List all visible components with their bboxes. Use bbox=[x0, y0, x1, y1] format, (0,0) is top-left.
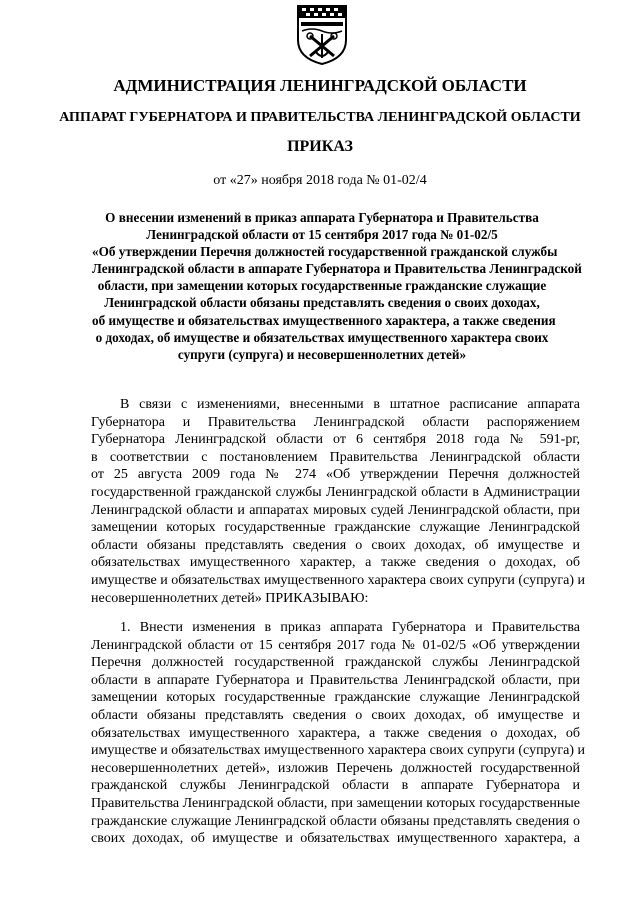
text-line: от 25 августа 2009 года № 274 «Об утверждении Перечня должностей bbox=[91, 467, 580, 483]
text-line: Губернатора и Правительства Ленинградской области распоряжением bbox=[91, 414, 580, 430]
text-line: Правительства Ленинградской области, при замещении которых государственные bbox=[91, 795, 580, 811]
subject-line: области, при замещении которых государственные гражданские служащие bbox=[97, 278, 547, 294]
text-line: обязательствах имущественного характера, а также сведения о доходах, об bbox=[91, 725, 580, 741]
text-line: области обязаны представлять сведения о своих доходах, об имуществе и bbox=[91, 707, 580, 723]
subject-line: Ленинградской области в аппарате Губернатора и Правительства Ленинградской bbox=[92, 261, 582, 277]
text-line: государственной гражданской службы Ленинградской области в Администрации bbox=[91, 484, 580, 500]
department-name: АППАРАТ ГУБЕРНАТОРА И ПРАВИТЕЛЬСТВА ЛЕНИНГРАДСКОЙ ОБЛАСТИ bbox=[59, 110, 581, 125]
subject-line: Ленинградской области от 15 сентября 2017 года № 01-02/5 bbox=[146, 227, 498, 243]
text-line: в соответствии с постановлением Правительства Ленинградской области bbox=[91, 449, 580, 465]
subject-line: об имуществе и обязательствах имущественного характера, а также сведения bbox=[92, 312, 556, 328]
text-line: замещении которых государственные гражданские служащие Ленинградской bbox=[91, 690, 580, 706]
document-subject bbox=[92, 209, 582, 363]
coat-of-arms-icon bbox=[296, 4, 348, 66]
text-line: Ленинградской области и аппаратах мировых судей Ленинградской области, при bbox=[91, 502, 580, 518]
text-line: несовершеннолетних детей» ПРИКАЗЫВАЮ: bbox=[91, 590, 369, 606]
text-line: Перечня должностей государственной гражданской службы Ленинградской bbox=[91, 655, 580, 671]
subject-line: супруги (супруга) и несовершеннолетних детей» bbox=[177, 346, 467, 362]
text-line: имуществе и обязательствах имущественного характера своих супруги (супруга) и bbox=[91, 743, 585, 759]
text-line: В связи с изменениями, внесенными в штатное расписание аппарата bbox=[120, 397, 580, 412]
subject-line: «Об утверждении Перечня должностей государственной гражданской службы bbox=[92, 244, 558, 260]
preamble-paragraph bbox=[91, 396, 585, 607]
text-line: замещении которых государственные гражданские служащие Ленинградской bbox=[91, 520, 580, 536]
text-line: области в аппарате Губернатора и Правительства Ленинградской области, при bbox=[91, 672, 580, 688]
text-line: 1. Внести изменения в приказ аппарата Губернатора и Правительства bbox=[120, 620, 580, 635]
text-line: несовершеннолетних детей», изложив Перечень должностей государственной bbox=[91, 760, 580, 776]
organization-name: АДМИНИСТРАЦИЯ ЛЕНИНГРАДСКОЙ ОБЛАСТИ bbox=[113, 76, 527, 95]
text-line: Ленинградской области от 15 сентября 2017 года № 01-02/5 «Об утверждении bbox=[91, 637, 580, 653]
document-type: ПРИКАЗ bbox=[287, 138, 353, 155]
text-line: обязательствах имущественного характер, а также сведения о доходах, об bbox=[91, 555, 580, 571]
text-line: Губернатора Ленинградской области от 6 сентября 2018 года № 591-рг, bbox=[91, 432, 580, 448]
text-line: имуществе и обязательствах имущественного характера своих супруги (супруга) и bbox=[91, 572, 585, 588]
text-line: гражданские служащие Ленинградской области обязаны представлять сведения о bbox=[91, 813, 580, 829]
text-line: гражданской службы Ленинградской области в аппарате Губернатора и bbox=[91, 778, 580, 794]
order-item-1-paragraph bbox=[91, 619, 585, 848]
subject-line: о доходах, об имуществе и обязательствах имущественного характера своих bbox=[95, 329, 549, 345]
subject-line: О внесении изменений в приказ аппарата Губернатора и Правительства bbox=[105, 210, 539, 225]
text-line: области обязаны представлять сведения о своих доходах, об имуществе и bbox=[91, 537, 580, 553]
text-line: своих доходах, об имуществе и обязательствах имущественного характера, а bbox=[91, 831, 580, 847]
document-date-number: от «27» ноября 2018 года № 01-02/4 bbox=[213, 173, 427, 188]
subject-line: Ленинградской области обязаны представлять сведения о своих доходах, bbox=[104, 295, 540, 311]
